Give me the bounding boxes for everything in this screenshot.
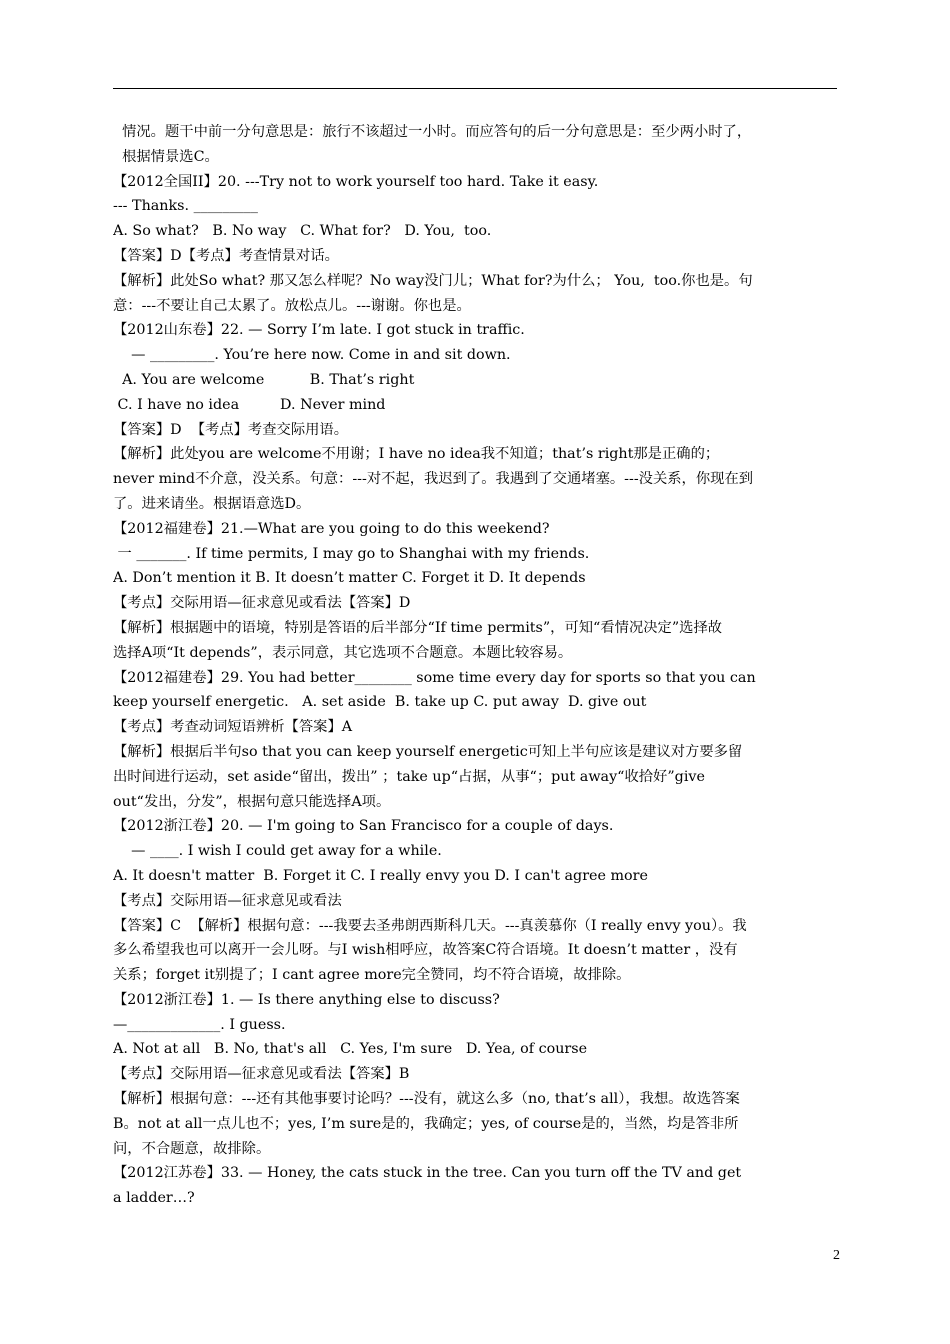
answer-line: 【考点】交际用语—征求意见或看法 xyxy=(113,892,342,909)
text-line: a ladder…? xyxy=(113,1190,195,1207)
options-line: A. So what? B. No way C. What for? D. You, too. xyxy=(113,223,492,240)
text-line: 关系；forget it别提了；I cant agree more完全赞同，均不符合语境，故排除。 xyxy=(113,967,631,984)
options-line: A. Don’t mention it B. It doesn’t matter C. Forget it D. It depends xyxy=(113,570,586,587)
options-line: A. Not at all B. No, that's all C. Yes, I'm sure D. Yea, of course xyxy=(113,1041,588,1058)
answer-line: 【考点】交际用语—征求意见或看法【答案】B xyxy=(113,1066,410,1083)
question-header: 【2012福建卷】21.—What are you going to do this weekend? xyxy=(113,520,550,537)
answer-line: 【答案】D 【考点】考查交际用语。 xyxy=(113,421,349,438)
answer-line: 【考点】考查动词短语辨析【答案】A xyxy=(113,719,353,736)
text-line: out“发出，分发”，根据句意只能选择A项。 xyxy=(113,793,391,810)
text-line: 选择A项“It depends”，表示同意，其它选项不合题意。本题比较容易。 xyxy=(113,644,573,661)
question-header: 【2012福建卷】29. You had better________ some time every day for sports so that you can xyxy=(113,669,756,686)
page-number: 2 xyxy=(833,1248,840,1263)
text-line: B。not at all一点儿也不；yes, I’m sure是的，我确定；yes, of course是的，当然，均是答非所 xyxy=(113,1115,739,1132)
analysis-line: 【解析】此处you are welcome不用谢；I have no idea我不知道；that’s right那是正确的； xyxy=(113,446,720,463)
analysis-line: 【解析】根据句意：---还有其他事要讨论吗？---没有，就这么多（no, that’s all），我想。故选答案 xyxy=(113,1091,740,1108)
analysis-line: 【解析】此处So what? 那又怎么样呢？No way没门儿；What for?为什么； You, too.你也是。句 xyxy=(113,272,753,289)
question-header: 【2012江苏卷】33. — Honey, the cats stuck in the tree. Can you turn off the TV and get xyxy=(113,1165,742,1182)
text-line: 情况。题干中前一分句意思是：旅行不该超过一小时。而应答句的后一分句意思是：至少两小时了， xyxy=(113,124,752,140)
analysis-line: 【解析】根据后半句so that you can keep yourself energetic可知上半句应该是建议对方要多留 xyxy=(113,743,743,760)
text-line: 根据情景选C。 xyxy=(113,148,219,165)
question-header: 【2012全国II】20. ---Try not to work yourself too hard. Take it easy. xyxy=(113,173,599,190)
options-line: keep yourself energetic. A. set aside B. take up C. put away D. give out xyxy=(113,694,647,711)
analysis-line: 【答案】C 【解析】根据句意：---我要去圣弗朗西斯科几天。---真羡慕你（I really envy you）。我 xyxy=(113,917,747,934)
text-line: 了。进来请坐。根据语意选D。 xyxy=(113,495,311,512)
question-header: 【2012山东卷】22. — Sorry I’m late. I got stuck in traffic. xyxy=(113,322,525,339)
options-line: C. I have no idea D. Never mind xyxy=(113,396,386,413)
document-body xyxy=(113,120,841,1211)
text-line: 一 _______. If time permits, I may go to Shanghai with my friends. xyxy=(113,545,590,562)
text-line: — ____. I wish I could get away for a while. xyxy=(113,843,442,860)
text-line: never mind不介意，没关系。句意：---对不起，我迟到了。我遇到了交通堵塞。---没关系，你现在到 xyxy=(113,471,754,488)
analysis-line: 【解析】根据题中的语境，特别是答语的后半部分“If time permits”，可知“看情况决定”选择故 xyxy=(113,619,723,636)
text-line: — _________. You’re here now. Come in and sit down. xyxy=(113,347,511,364)
options-line: A. You are welcome B. That’s right xyxy=(113,371,415,388)
text-line: 出时间进行运动，set aside“留出，拨出” ；take up“占据，从事“；put away“收拾好”give xyxy=(113,768,705,785)
header-rule xyxy=(113,88,837,89)
question-header: 【2012浙江卷】20. — I'm going to San Francisco for a couple of days. xyxy=(113,818,614,835)
text-line: 意：---不要让自己太累了。放松点儿。---谢谢。你也是。 xyxy=(113,297,471,314)
text-line: 问，不合题意，故排除。 xyxy=(113,1140,271,1157)
answer-line: 【答案】D【考点】考查情景对话。 xyxy=(113,247,339,264)
text-line: —_____________. I guess. xyxy=(113,1016,286,1033)
text-line: 多么希望我也可以离开一会儿呀。与I wish相呼应，故答案C符合语境。It doesn’t matter ，没有 xyxy=(113,942,738,959)
text-line: --- Thanks. _________ xyxy=(113,198,258,215)
question-header: 【2012浙江卷】1. — Is there anything else to discuss? xyxy=(113,991,500,1008)
answer-line: 【考点】交际用语—征求意见或看法【答案】D xyxy=(113,595,411,612)
options-line: A. It doesn't matter B. Forget it C. I really envy you D. I can't agree more xyxy=(113,867,648,884)
